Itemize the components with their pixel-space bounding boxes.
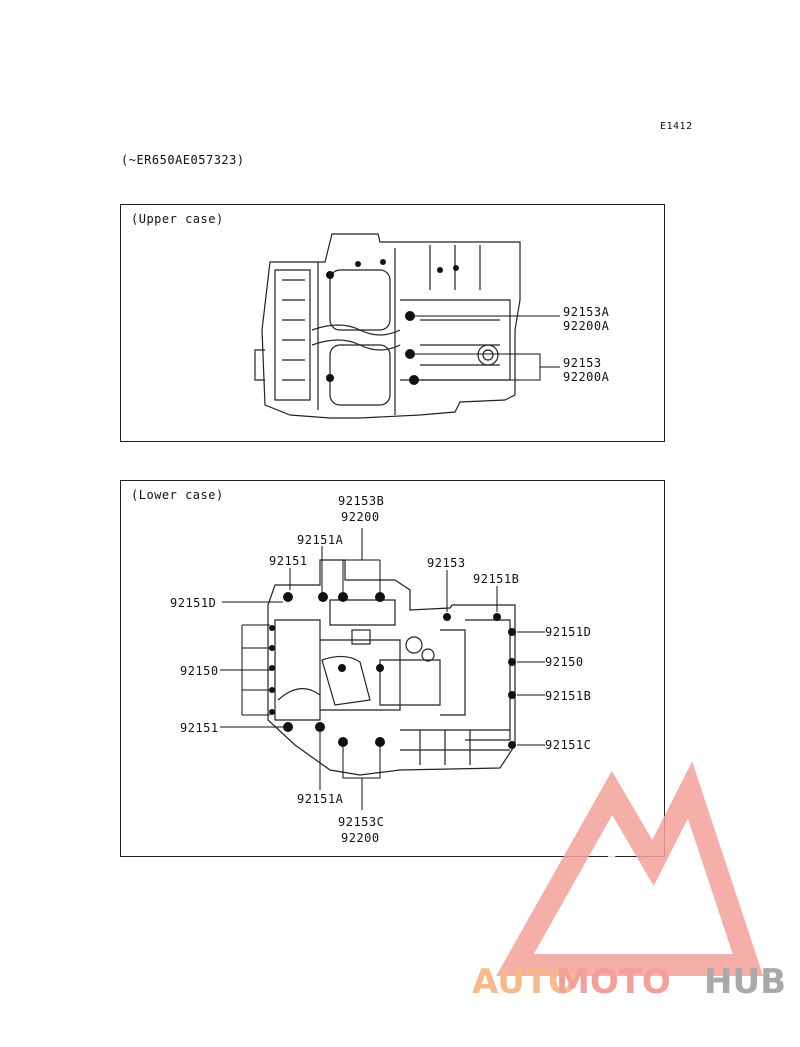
watermark-auto: AUTO: [472, 962, 577, 1002]
lower-label-92153c: 92153C: [338, 815, 385, 829]
upper-label-92200a-2: 92200A: [563, 370, 610, 384]
upper-case-title: (Upper case): [131, 212, 224, 226]
upper-label-92153a: 92153A: [563, 305, 610, 319]
lower-label-92150-right: 92150: [545, 655, 584, 669]
lower-label-92151b-top: 92151B: [473, 572, 520, 586]
lower-label-92151-top: 92151: [269, 554, 308, 568]
watermark-moto: MOTO: [556, 962, 671, 1002]
lower-label-92200-bottom: 92200: [341, 831, 380, 845]
page-code: E1412: [660, 121, 693, 132]
watermark-logo-mark: [515, 790, 748, 965]
lower-label-92151a-bottom: 92151A: [297, 792, 344, 806]
serial-range: (~ER650AE057323): [121, 153, 245, 167]
lower-label-92200-top: 92200: [341, 510, 380, 524]
lower-label-92153-right: 92153: [427, 556, 466, 570]
upper-case-drawing: [255, 234, 520, 418]
upper-label-92153: 92153: [563, 356, 602, 370]
lower-label-92151-left: 92151: [180, 721, 219, 735]
lower-case-title: (Lower case): [131, 488, 224, 502]
lower-label-92153b: 92153B: [338, 494, 385, 508]
lower-label-92151a-top: 92151A: [297, 533, 344, 547]
lower-label-92151d-left: 92151D: [170, 596, 217, 610]
lower-label-92151d-right: 92151D: [545, 625, 592, 639]
lower-label-92151c-right: 92151C: [545, 738, 592, 752]
upper-bolt-marks: [326, 259, 459, 385]
lower-case-drawing: [268, 560, 515, 775]
lower-label-92151b-right: 92151B: [545, 689, 592, 703]
watermark-hub: HUB: [704, 962, 786, 1002]
watermark-logo: [472, 962, 792, 1007]
upper-leader-lines: [415, 316, 560, 380]
lower-bolt-marks: [269, 592, 516, 749]
lower-label-92150-left: 92150: [180, 664, 219, 678]
upper-label-92200a-1: 92200A: [563, 319, 610, 333]
